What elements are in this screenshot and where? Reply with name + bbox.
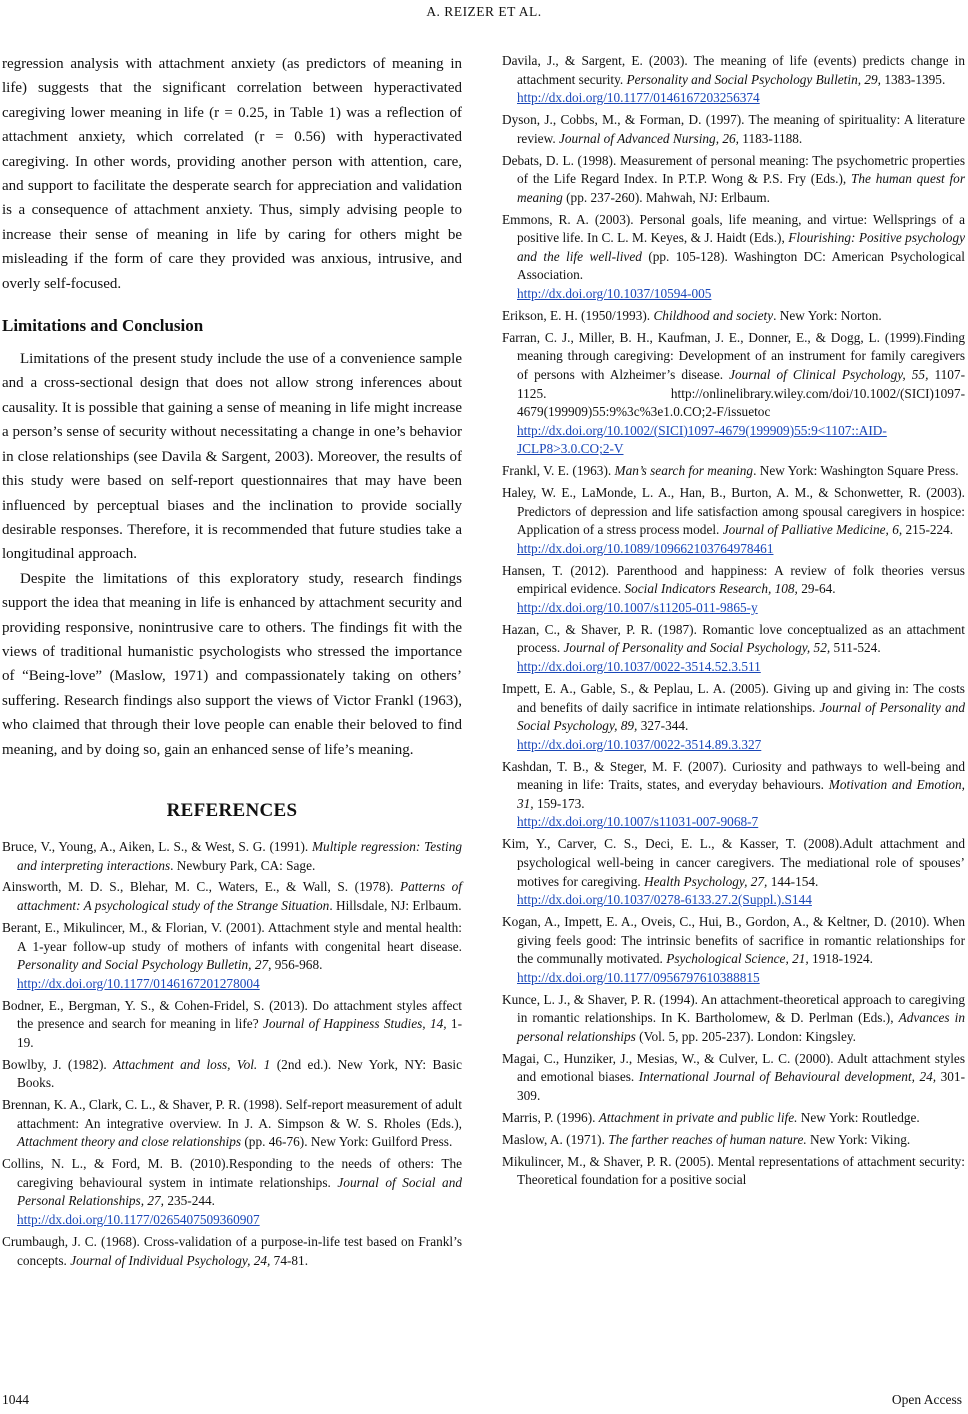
reference-title: Journal of Personality and Social Psychology, 52, [563, 640, 831, 656]
reference-details: (2nd ed.). New York, NY: Basic Books. [17, 1056, 463, 1091]
reference-doi-link[interactable]: http://dx.doi.org/10.1037/10594-005 [517, 286, 712, 302]
reference-entry [502, 329, 965, 459]
reference-authors: Ainsworth, M. D. S., Blehar, M. C., Waters, E., & Wall, S. (1978). [2, 879, 394, 895]
footer-label: Open Access [891, 1392, 962, 1407]
reference-details: 1383-1395. [881, 71, 946, 87]
reference-entry [502, 835, 965, 909]
references-heading: REFERENCES [166, 799, 298, 821]
reference-details: 144-154. [767, 873, 819, 889]
reference-authors: Kogan, A., Impett, E. A., Oveis, C., Hui, B., Gordon, A., & Keltner, D. (2010). When giving feels good: The intrinsic benefits of sacrifice in romantic relationships for the communally motivated. [502, 913, 965, 967]
reference-doi-link[interactable]: http://dx.doi.org/10.1177/0265407509360907 [17, 1212, 260, 1228]
reference-authors: Magai, C., Hunziker, J., Mesias, W., & Culver, L. C. (2000). Adult attachment styles and emotional biases. [502, 1050, 965, 1085]
reference-authors: Dyson, J., Cobbs, M., & Forman, D. (1997). The meaning of spirituality: A literature review. [502, 112, 965, 146]
reference-authors: Debats, D. L. (1998). Measurement of personal meaning: The psychometric properties of the Life Regard Index. In P.T.P. Wong & P.S. Fry (Eds.), [502, 152, 965, 187]
reference-authors: Davila, J., & Sargent, E. (2003). The meaning of life (events) predicts change in attachment security. [502, 53, 965, 87]
section-heading: Limitations and Conclusion [2, 316, 204, 336]
reference-details: 301-309. [517, 1069, 966, 1103]
reference-details: , 956-968. [268, 957, 323, 973]
reference-details: 511-524. [830, 640, 881, 656]
right-column [502, 52, 965, 1193]
reference-details: (pp. 105-128). Washington DC: American Psychological Association. [517, 248, 965, 283]
reference-entry [2, 838, 462, 875]
reference-entry [502, 758, 965, 832]
reference-authors: Bodner, E., Bergman, Y. S., & Cohen-Fridel, S. (2013). Do attachment styles affect the presence and search for meaning in life? [2, 997, 462, 1032]
reference-title: Multiple regression: Testing and interpreting interactions [17, 838, 463, 873]
reference-list-left [2, 838, 462, 1270]
reference-doi-link[interactable]: http://dx.doi.org/10.1007/s11031-007-9068-7 [517, 814, 759, 830]
reference-title: Journal of Clinical Psychology, 55, [729, 366, 929, 382]
reference-details: 327-344. [637, 718, 689, 734]
reference-entry [502, 52, 965, 108]
running-head: A. REIZER ET AL. [426, 4, 542, 19]
reference-title: Attachment theory and close relationships [17, 1134, 242, 1150]
left-column [2, 52, 462, 1273]
reference-entry [502, 991, 965, 1047]
reference-entry [502, 913, 965, 987]
reference-title: Social Indicators Research, 108, [624, 581, 798, 597]
reference-details: . New York: Washington Square Press. [753, 463, 959, 479]
reference-authors: Bowlby, J. (1982). [2, 1056, 107, 1072]
reference-entry [502, 307, 965, 326]
reference-doi-link[interactable]: http://dx.doi.org/10.1037/0022-3514.89.3.327 [517, 736, 762, 752]
reference-entry [502, 562, 965, 618]
reference-authors: Crumbaugh, J. C. (1968). Cross-validation of a purpose-in-life test based on Frankl’s concepts. [2, 1233, 462, 1268]
reference-details: 1107-1125. http://onlinelibrary.wiley.com/doi/10.1002/(SICI)1097-4679(199909)55:9%3c%3e1.0.CO;2-F/issuetoc [517, 366, 965, 420]
reference-entry [502, 1131, 965, 1150]
reference-title: Man’s search for meaning [614, 463, 754, 479]
reference-entry [2, 1233, 462, 1270]
page-number: 1044 [2, 1392, 29, 1407]
reference-details: 29-64. [797, 581, 836, 597]
reference-title: Attachment and loss, Vol. 1 [113, 1056, 271, 1072]
reference-doi-link[interactable]: http://dx.doi.org/10.1037/0022-3514.52.3.511 [517, 659, 761, 675]
reference-entry [502, 152, 965, 208]
reference-title: Psychological Science, 21, [666, 951, 809, 967]
reference-doi-link[interactable]: http://dx.doi.org/10.1177/0146167203256374 [517, 90, 760, 106]
reference-authors: Kim, Y., Carver, C. S., Deci, E. L., & Kasser, T. (2008).Adult attachment and psychological well-being in cancer caregivers. The mediational role of spouses’ motives for caregiving. [502, 836, 965, 889]
reference-entry [502, 1153, 965, 1190]
reference-list-right [502, 52, 965, 1190]
reference-title: Personality and Social Psychology Bulletin, 29, [626, 71, 881, 87]
reference-authors: Frankl, V. E. (1963). [502, 463, 612, 479]
reference-title: Motivation and Emotion, 31, [517, 777, 966, 811]
reference-title: Journal of Individual Psychology, 24, [70, 1252, 271, 1268]
reference-details: , 215-224. [898, 522, 954, 538]
reference-entry [502, 484, 965, 558]
reference-authors: Collins, N. L., & Ford, M. B. (2010).Responding to the needs of others: The caregiving behavioural system in intimate relationships. [2, 1156, 462, 1190]
reference-title: Health Psychology, 27, [644, 873, 768, 889]
reference-details: . Hillsdale, NJ: Erlbaum. [329, 898, 462, 914]
reference-title: Patterns of attachment: A psychological study of the Strange Situation [17, 879, 463, 914]
reference-authors: Impett, E. A., Gable, S., & Peplau, L. A. (2005). Giving up and giving in: The costs and benefits of daily sacrifice in intimate relationships. [502, 680, 965, 715]
reference-details: . Newbury Park, CA: Sage. [170, 857, 316, 873]
reference-authors: Erikson, E. H. (1950/1993). [502, 307, 651, 323]
reference-details: (Vol. 5, pp. 205-237). London: Kingsley. [635, 1028, 856, 1044]
reference-details: 159-173. [533, 795, 585, 811]
reference-title: Journal of Palliative Medicine, 6 [722, 522, 899, 538]
reference-authors: Berant, E., Mikulincer, M., & Florian, V. (2001). Attachment style and mental health: A 1-year follow-up study of mothers of infants with congenital heart disease. [2, 919, 462, 954]
reference-entry [502, 111, 965, 148]
body-paragraph: regression analysis with attachment anxiety (as predictors of meaning in life) suggests that the significant correlation between hyperactivated caregiving lower meaning in life (r = 0.25, in Table 1) was a reflection of attachment anxiety, which correlated (r = 0.56) with hyperactivated caregiving. In other words, providing another person with attention, care, and support to facilitate the desperate search for appreciation and validation is a consequence of attachment anxiety. Thus, simply advising people to increase their sense of meaning in life by caring for others might be misleading if the form of care they provided was anxious, intrusive, and overly self-focused. [2, 56, 462, 292]
reference-authors: Kashdan, T. B., & Steger, M. F. (2007). Curiosity and pathways to well-being and meaning in life: Traits, states, and everyday behaviours. [502, 758, 965, 793]
reference-doi-link[interactable]: http://dx.doi.org/10.1002/(SICI)1097-4679(199909)55:9<1107::AID-JCLP8>3.0.CO;2-V [517, 422, 887, 457]
reference-entry [502, 621, 965, 677]
reference-entry [2, 1056, 462, 1093]
reference-details: New York: Routledge. [797, 1109, 920, 1125]
reference-title: Personality and Social Psychology Bulletin, 27 [17, 957, 269, 973]
reference-doi-link[interactable]: http://dx.doi.org/10.1037/0278-6133.27.2(Suppl.).S144 [517, 892, 812, 908]
reference-doi-link[interactable]: http://dx.doi.org/10.1177/0956797610388815 [517, 969, 760, 985]
body-paragraph: Despite the limitations of this exploratory study, research findings support the idea that meaning in life is enhanced by attachment security and providing responsive, nonintrusive care to others. The findings fit with the views of traditional humanistic psychologists who stressed the importance of “Being-love” (Maslow, 1971) and compassionately taking on others’ suffering. Research findings also support the views of Victor Frankl (1963), who claimed that through their love people can enable their beloved to find meaning, and by doing so, gain an enhanced sense of life’s meaning. [2, 570, 462, 758]
reference-title: International Journal of Behavioural development, 24, [638, 1069, 937, 1085]
reference-authors: Kunce, L. J., & Shaver, P. R. (1994). An attachment-theoretical approach to caregiving in romantic relationships. In K. Bartholomew, & D. Perlman (Eds.), [502, 991, 965, 1026]
reference-entry [502, 680, 965, 754]
reference-authors: Hansen, T. (2012). Parenthood and happiness: A review of folk theories versus empirical evidence. [502, 562, 965, 597]
reference-title: Flourishing: Positive psychology and the life well-lived [517, 230, 966, 264]
reference-title: Journal of Personality and Social Psychology, 89, [517, 699, 965, 734]
reference-title: Advances in personal relationships [517, 1010, 966, 1044]
reference-authors: Haley, W. E., LaMonde, L. A., Han, B., Burton, A. M., & Schonwetter, R. (2003). Predictors of depression and life satisfaction among spousal caregivers in hospice: Application of a stress process model. [502, 485, 965, 538]
reference-entry [2, 1155, 462, 1229]
reference-entry [2, 997, 462, 1053]
reference-authors: Farran, C. J., Miller, B. H., Kaufman, J. E., Donner, E., & Dogg, L. (1999).Finding meaning through caregiving: Development of an instrument for family caregivers of persons with Alzheimer’s disease. [502, 329, 965, 382]
reference-details: 235-244. [164, 1193, 215, 1209]
reference-authors: Hazan, C., & Shaver, P. R. (1987). Romantic love conceptualized as an attachment process. [502, 621, 965, 656]
reference-details: 1183-1188. [738, 130, 803, 146]
reference-entry [2, 878, 462, 915]
reference-title: The farther reaches of human nature. [608, 1131, 807, 1147]
reference-entry [2, 1096, 462, 1152]
reference-doi-link[interactable]: http://dx.doi.org/10.1007/s11205-011-9865-y [517, 600, 758, 615]
reference-details: (pp. 46-76). New York: Guilford Press. [241, 1134, 453, 1150]
reference-entry [502, 462, 965, 481]
reference-details: 74-81. [270, 1252, 309, 1268]
reference-title: Attachment in private and public life. [598, 1109, 798, 1125]
reference-doi-link[interactable]: http://dx.doi.org/10.1177/0146167201278004 [17, 975, 260, 991]
reference-title: Journal of Advanced Nursing, 26, [558, 130, 739, 146]
reference-title: The human quest for meaning [517, 171, 965, 205]
reference-title: Childhood and society [653, 307, 774, 323]
reference-details: 1-19. [17, 1016, 463, 1050]
body-paragraph: Limitations of the present study include the use of a convenience sample and a cross-sectional design that does not allow strong inferences about causality. It is possible that gaining a sense of meaning in life might increase a person’s sense of security without necessitating a change in one’s behavior in close relationships (see Davila & Sargent, 2003). Moreover, the results of this study were based on self-report questionnaires that may have been influenced by perceptual biases and the inclination to provide socially desirable responses. Therefore, it is recommended that future studies take a longitudinal approach. [2, 351, 462, 563]
reference-details: New York: Viking. [806, 1131, 911, 1147]
reference-details: (pp. 237-260). Mahwah, NJ: Erlbaum. [562, 189, 770, 205]
reference-doi-link[interactable]: http://dx.doi.org/10.1089/109662103764978461 [517, 540, 774, 556]
reference-authors: Mikulincer, M., & Shaver, P. R. (2005). Mental representations of attachment security: Theoretical foundation for a positive social [502, 1153, 965, 1188]
reference-details: 1918-1924. [808, 951, 873, 967]
reference-entry [2, 919, 462, 993]
reference-authors: Emmons, R. A. (2003). Personal goals, life meaning, and virtue: Wellsprings of a positive life. In C. L. M. Keyes, & J. Haidt (Eds.), [502, 211, 965, 246]
reference-authors: Marris, P. (1996). [502, 1109, 596, 1125]
reference-entry [502, 1109, 965, 1128]
reference-authors: Bruce, V., Young, A., Aiken, L. S., & West, S. G. (1991). [2, 838, 309, 854]
reference-authors: Brennan, K. A., Clark, C. L., & Shaver, P. R. (1998). Self-report measurement of adult attachment: An integrative overview. In J. A. Simpson & W. S. Rholes (Eds.), [2, 1097, 462, 1131]
reference-entry [502, 211, 965, 304]
reference-details: . New York: Norton. [773, 307, 882, 323]
reference-title: Journal of Social and Personal Relationships, 27, [17, 1174, 462, 1209]
reference-authors: Maslow, A. (1971). [502, 1131, 605, 1147]
reference-title: Journal of Happiness Studies, 14, [262, 1016, 447, 1032]
reference-entry [502, 1050, 965, 1106]
